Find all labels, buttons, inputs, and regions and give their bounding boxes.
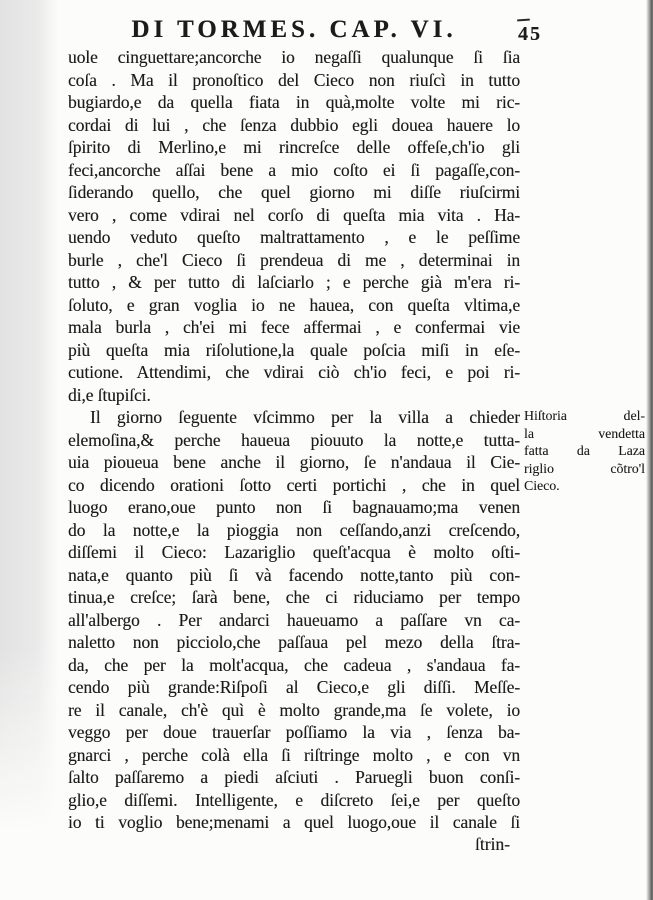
ink-mark: [517, 19, 530, 22]
text-line: glio,e diſſemi. Intelligente, e diſcreto ſei,e per queſto: [68, 789, 520, 810]
text-line: cordai di lui , che ſenza dubbio egli douea hauere lo: [68, 114, 520, 135]
page-number: 45: [518, 23, 542, 45]
margin-note-line: la vendetta: [524, 425, 645, 441]
text-line: all'albergo . Per andarci haueuamo a paſſare vn ca-: [68, 609, 520, 630]
text-line: di,e ſtupiſci.: [68, 384, 151, 405]
margin-note: [524, 407, 645, 495]
text-line: re il canale, ch'è quì è molto grande,ma ſe volete, io: [68, 699, 520, 720]
text-line: feci,ancorche aſſai bene a mio coſto ei ſi pagaſſe,con-: [68, 159, 520, 180]
text-line: ſalto paſſaremo a piedi aſciuti . Paruegli buon conſi-: [68, 767, 520, 787]
text-line: più queſta mia riſolutione,la quale poſcia miſi in eſe-: [68, 339, 520, 360]
margin-note-line: riglio cõtro'l: [524, 460, 645, 476]
text-line: veggo per doue trauerſar poſſiamo la via , ſenza ba-: [68, 722, 520, 742]
text-line: uendo veduto queſto maltrattamento , e le peſſime: [68, 227, 520, 247]
text-line: coſa . Ma il pronoſtico del Cieco non riuſcì in tutto: [68, 69, 520, 90]
text-line: da, che per la molt'acqua, che cadeua , s'andaua fa-: [68, 654, 520, 675]
text-line: diſſemi il Cieco: Lazariglio queſt'acqua è molto oſti-: [68, 542, 520, 562]
body-text-block: [68, 46, 520, 834]
text-line: burle , che'l Cieco ſi prendeua di me , determinai in: [68, 249, 520, 270]
text-line: nata,e quanto più ſi và facendo notte,tanto più con-: [68, 564, 520, 585]
book-right-edge: [646, 0, 653, 900]
text-line: do la notte,e la pioggia non ceſſando,anzi creſcendo,: [68, 519, 520, 540]
text-line: uole cinguettare;ancorche io negaſſi qualunque ſi ſia: [68, 47, 520, 67]
text-line: tinua,e creſce; ſarà bene, che ci riduciamo per tempo: [68, 587, 520, 607]
running-head-title: DI TORMES. CAP. VI.: [131, 16, 457, 43]
text-line: cendo più grande:Riſpoſi al Cieco,e gli diſſi. Meſſe-: [68, 677, 520, 697]
text-line: ſiderando quello, che quel giorno mi diſſe riuſcirmi: [68, 182, 520, 202]
text-line: co dicendo orationi ſotto certi portichi , che in quel: [68, 474, 520, 495]
text-line: mala burla , ch'ei mi fece affermai , e confermai vie: [68, 317, 520, 337]
margin-note-line: Hiſtoria del-: [524, 408, 645, 423]
text-line: vero , come vdirai nel corſo di queſta mia vita . Ha-: [68, 204, 520, 225]
text-line: elemoſina,& perche haueua piouuto la notte,e tutta-: [68, 429, 520, 450]
text-line: ſpirito di Merlino,e mi rincreſce delle offeſe,ch'io gli: [68, 137, 520, 157]
text-line: bugiardo,e da quella fiata in quà,molte volte mi ric-: [68, 92, 520, 112]
margin-note-line: Cieco.: [524, 478, 560, 494]
text-line: luogo erano,oue punto non ſi bagnauamo;ma venen: [68, 497, 520, 517]
text-line: io ti voglio bene;menami a quel luogo,oue il canale ſi: [68, 812, 520, 832]
text-line: Il giorno ſeguente vſcimmo per la villa a chieder: [90, 407, 520, 427]
page-left-edge-shadow: [0, 0, 58, 830]
text-line: naletto non picciolo,che paſſaua pel mezo della ſtra-: [68, 632, 520, 652]
text-line: tutto , & per tutto di laſciarlo ; e perche già m'era ri-: [68, 272, 520, 292]
catchword: ſtrin-: [475, 834, 510, 854]
margin-note-line: fatta da Laza: [524, 443, 645, 459]
text-line: ſoluto, e gran voglia io ne hauea, con queſta vltima,e: [68, 294, 520, 315]
text-line: uia pioueua bene anche il giorno, ſe n'andaua il Cie-: [68, 452, 520, 472]
text-line: gnarci , perche colà ella ſi riſtringe molto , e con vn: [68, 744, 520, 765]
text-line: cutione. Attendimi, che vdirai ciò ch'io feci, e poi ri-: [68, 362, 520, 382]
